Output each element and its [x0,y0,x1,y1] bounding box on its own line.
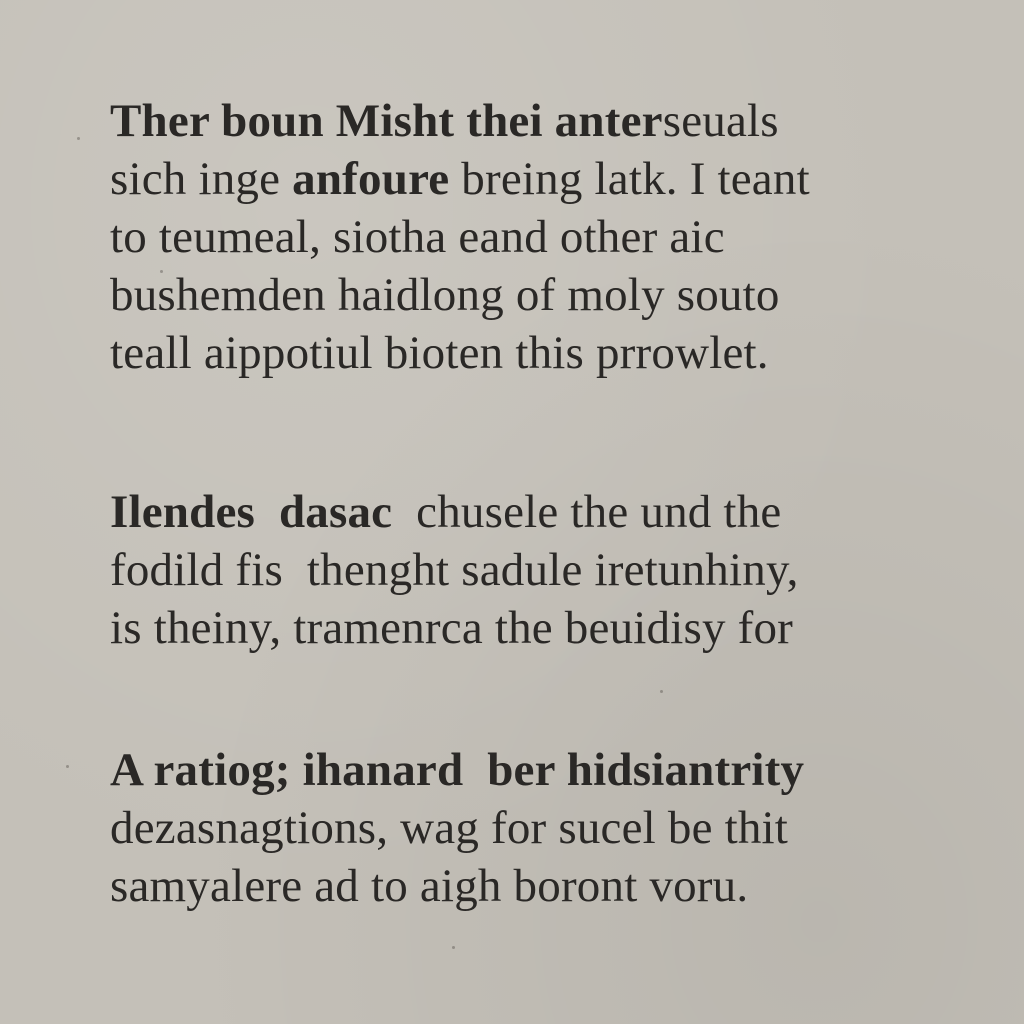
text-run: is theiny, tramenrca the beuidisy for [110,602,794,654]
text-run: samyalere ad to aigh boront voru. [110,860,749,912]
text-line [110,857,804,915]
text-run: dezasnagtions, wag for sucel be thit [110,802,789,854]
text-run: bushemden haidlong of moly souto [110,269,780,321]
text-run: chusele the und the [392,486,782,538]
paragraph-3 [110,741,804,915]
paper-speck [77,137,80,140]
text-line [110,208,810,266]
bold-text: Ther boun Misht thei anter [110,95,663,147]
bold-text: anfoure [292,153,450,205]
bold-text: A ratiog; ihanard ber hidsiantrity [110,744,805,796]
text-line [110,741,804,799]
paper-speck [66,765,69,768]
text-line [110,92,810,150]
text-line [110,541,799,599]
text-run: seuals [662,95,779,147]
text-line [110,324,810,382]
text-run: to teumeal, siotha eand other aic [110,211,725,263]
text-run: teall aippotiul bioten this prrowlet. [110,327,769,379]
text-line [110,150,810,208]
text-line [110,483,799,541]
text-line [110,266,810,324]
text-run: sich inge [110,153,293,205]
text-line [110,599,799,657]
text-run: breing latk. I teant [449,153,810,205]
paper-speck [452,946,455,949]
paper-speck [660,690,663,693]
paper-speck [160,270,163,273]
text-run: fodild fis thenght sadule iretunhiny, [110,544,799,596]
paragraph-1 [110,92,810,382]
paragraph-2 [110,483,799,657]
text-line [110,799,804,857]
bold-text: Ilendes dasac [110,486,393,538]
